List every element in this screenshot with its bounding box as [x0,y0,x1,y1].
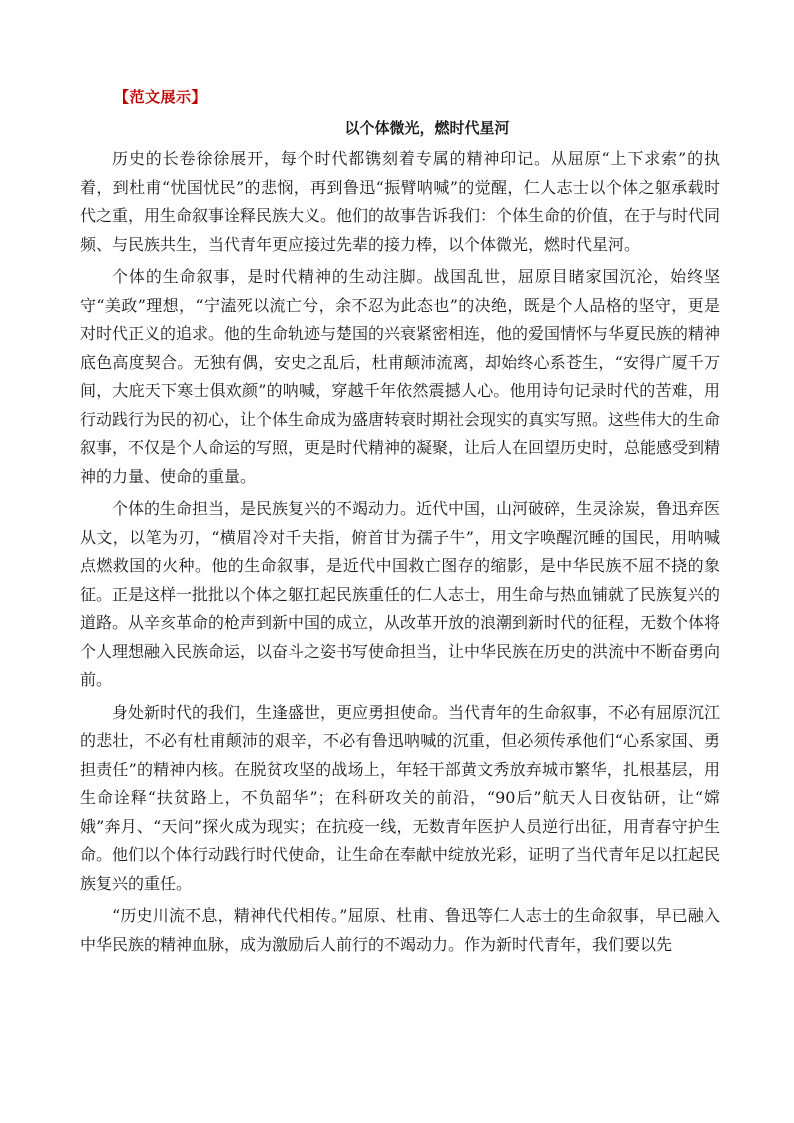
section-label: 【范文展示】 [114,88,208,106]
paragraph-4: 身处新时代的我们，生逢盛世，更应勇担使命。当代青年的生命叙事，不必有屈原沉江的悲壮，不必有杜甫颠沛的艰辛，不必有鲁迅呐喊的沉重，但必须传承他们“心系家国、勇担责任”的精神内核。在脱贫攻坚的战场上，年轻干部黄文秀放弃城市繁华，扎根基层，用生命诠释“扶贫路上，不负韶华”；在科研攻关的前沿，“90后”航天人日夜钻研，让“嫦娥”奔月、“天问”探火成为现实；在抗疫一线，无数青年医护人员逆行出征，用青春守护生命。他们以个体行动践行时代使命，让生命在奉献中绽放光彩，证明了当代青年足以扛起民族复兴的重任。 [80,702,721,893]
essay-body [80,145,720,963]
paragraph-1: 历史的长卷徐徐展开，每个时代都镌刻着专属的精神印记。从屈原“上下求索”的执着，到杜甫“忧国忧民”的悲悯，再到鲁迅“振臂呐喊”的觉醒，仁人志士以个体之躯承载时代之重，用生命叙事诠释民族大义。他们的故事告诉我们：个体生命的价值，在于与时代同频、与民族共生，当代青年更应接过先辈的接力棒，以个体微光，燃时代星河。 [80,149,721,254]
paragraph-2: 个体的生命叙事，是时代精神的生动注脚。战国乱世，屈原目睹家国沉沦，始终坚守“美政”理想，“宁溘死以流亡兮，余不忍为此态也”的决绝，既是个人品格的坚守，更是对时代正义的追求。他的生命轨迹与楚国的兴衰紧密相连，他的爱国情怀与华夏民族的精神底色高度契合。无独有偶，安史之乱后，杜甫颠沛流离，却始终心系苍生，“安得广厦千万间，大庇天下寒士俱欢颜”的呐喊，穿越千年依然震撼人心。他用诗句记录时代的苦难，用行动践行为民的初心，让个体生命成为盛唐转衰时期社会现实的真实写照。这些伟大的生命叙事，不仅是个人命运的写照，更是时代精神的凝聚，让后人在回望历史时，总能感受到精神的力量、使命的重量。 [80,267,721,486]
paragraph-5: “历史川流不息，精神代代相传。”屈原、杜甫、鲁迅等仁人志士的生命叙事，早已融入中华民族的精神血脉，成为激励后人前行的不竭动力。作为新时代青年，我们要以先 [80,906,720,954]
paragraph-3: 个体的生命担当，是民族复兴的不竭动力。近代中国，山河破碎，生灵涂炭，鲁迅弃医从文，以笔为刃，“横眉冷对千夫指，俯首甘为孺子牛”，用文字唤醒沉睡的国民，用呐喊点燃救国的火种。他的生命叙事，是近代中国救亡图存的缩影，是中华民族不屈不挠的象征。正是这样一批批以个体之躯扛起民族重任的仁人志士，用生命与热血铺就了民族复兴的道路。从辛亥革命的枪声到新中国的成立，从改革开放的浪潮到新时代的征程，无数个体将个人理想融入民族命运，以奋斗之姿书写使命担当，让中华民族在历史的洪流中不断奋勇向前。 [80,499,721,689]
essay-title: 以个体微光，燃时代星河 [344,119,510,137]
